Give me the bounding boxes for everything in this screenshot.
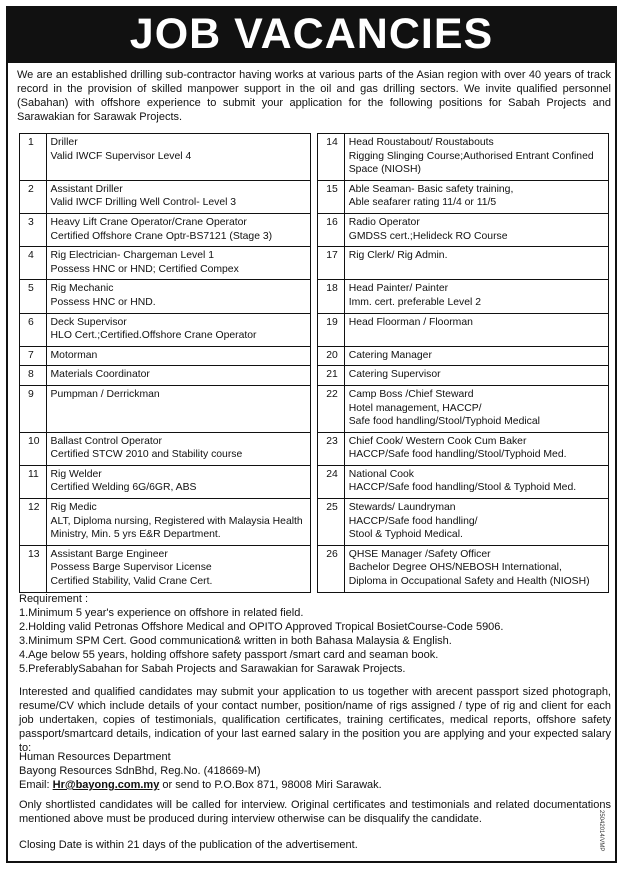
column-gap [310,385,317,432]
position-row [20,432,609,465]
position-qualification: HACCP/Safe food handling/Stool/Typhoid Med. [348,449,567,461]
position-details [344,134,608,181]
position-details [46,313,310,346]
position-details [344,346,608,366]
position-number: 12 [20,499,47,546]
position-number: 3 [20,213,47,246]
position-number: 9 [20,385,47,432]
position-title: Assistant Barge Engineer [50,548,168,560]
position-title: Ballast Control Operator [50,435,162,447]
position-row [20,346,609,366]
position-details [344,545,608,592]
requirements-section [19,592,611,676]
position-row [20,213,609,246]
position-number: 26 [318,545,345,592]
position-details [46,366,310,386]
position-title: Assistant Driller [50,183,123,195]
position-title: Rig Medic [50,502,97,514]
requirement-item: 3.Minimum SPM Cert. Good communication& written in both Bahasa Malaysia & English. [19,635,452,647]
position-number: 17 [318,247,345,280]
position-row [20,385,609,432]
position-details [46,545,310,592]
position-qualification: HLO Cert.;Certified.Offshore Crane Operator [50,330,257,342]
column-gap [310,499,317,546]
position-number: 22 [318,385,345,432]
position-qualification: Certified Offshore Crane Optr-BS7121 (Stage 3) [50,230,273,242]
email-link[interactable]: Hr@bayong.com.my [52,779,160,791]
hr-department: Human Resources Department [19,751,171,763]
column-gap [310,213,317,246]
requirement-item: 1.Minimum 5 year's experience on offshore in related field. [19,607,304,619]
position-title: Pumpman / Derrickman [50,388,160,400]
intro-paragraph: We are an established drilling sub-contractor having works at various parts of the Asian region with over 40 years of track record in the provision of skilled manpower support in the oil and gas drilling sectors. We invite qualified personnel (Sabahan) with offshore experience to submit your application for the following positions for Sabah Projects and Sarawakian for Sarawak Projects. [17,69,611,123]
position-row [20,247,609,280]
position-title: Motorman [50,349,98,361]
position-number: 11 [20,465,47,498]
position-details [344,499,608,546]
position-row [20,313,609,346]
position-details [46,432,310,465]
column-gap [310,432,317,465]
position-row [20,180,609,213]
position-number: 14 [318,134,345,181]
position-title: Rig Welder [50,468,102,480]
position-row [20,465,609,498]
position-number: 1 [20,134,47,181]
position-title: Catering Supervisor [348,369,441,381]
position-details [344,247,608,280]
position-title: Heavy Lift Crane Operator/Crane Operator [50,216,247,228]
position-number: 2 [20,180,47,213]
positions-table [19,133,609,593]
position-details [344,432,608,465]
position-qualification: Possess HNC or HND; Certified Compex [50,263,239,275]
position-details [344,280,608,313]
position-qualification: Certified Stability, Valid Crane Cert. [50,576,213,588]
position-row [20,134,609,181]
position-title: Head Floorman / Floorman [348,316,473,328]
position-number: 24 [318,465,345,498]
position-title: Rig Electrician- Chargeman Level 1 [50,250,214,262]
position-number: 18 [318,280,345,313]
position-title: Head Painter/ Painter [348,283,449,295]
position-qualification: GMDSS cert.;Helideck RO Course [348,230,508,242]
position-details [344,465,608,498]
position-title: Rig Mechanic [50,283,114,295]
position-row [20,366,609,386]
column-gap [310,280,317,313]
position-title: Head Roustabout/ Roustabouts [348,137,494,148]
position-details [344,366,608,386]
position-title: Deck Supervisor [50,316,127,328]
position-title: Driller [50,137,78,148]
position-details [46,465,310,498]
position-title: National Cook [348,468,415,480]
position-number: 6 [20,313,47,346]
position-number: 5 [20,280,47,313]
position-title: QHSE Manager /Safety Officer [348,548,491,560]
position-qualification: Possess Barge Supervisor License [50,562,212,574]
position-number: 8 [20,366,47,386]
position-number: 23 [318,432,345,465]
position-number: 20 [318,346,345,366]
position-qualification: Able seafarer rating 11/4 or 11/5 [348,197,497,209]
application-instructions: Interested and qualified candidates may submit your application to us together with arecent passport sized photograph, resume/CV which include details of your contact number, position/name of rigs assigned / type of rig and client for each job undertaken, copies of testimonials, qualification certificates, training certificates, medical reports, offshore safety passport/smartcard details, indication of your last earned salary in the position you are applying and your expected salary to: [19,686,611,754]
position-details [46,385,310,432]
position-qualification: Ministry, Min. 5 yrs E&R Department. [50,529,221,541]
position-details [344,313,608,346]
position-number: 10 [20,432,47,465]
column-gap [310,545,317,592]
column-gap [310,346,317,366]
column-gap [310,247,317,280]
position-number: 25 [318,499,345,546]
reference-code: 25042014/VMP [598,810,604,852]
position-title: Stewards/ Laundryman [348,502,456,514]
position-number: 4 [20,247,47,280]
position-qualification: Rigging Slinging Course;Authorised Entrant Confined [348,150,594,162]
position-qualification: Imm. cert. preferable Level 2 [348,296,481,308]
position-details [46,499,310,546]
requirement-item: 2.Holding valid Petronas Offshore Medical and OPITO Approved Tropical BosietCourse-Code 5906. [19,621,504,633]
company-name: Bayong Resources SdnBhd, Reg.No. (418669-M) [19,765,261,777]
position-qualification: HACCP/Safe food handling/ [348,515,478,527]
closing-date: Closing Date is within 21 days of the publication of the advertisement. [19,839,358,851]
column-gap [310,313,317,346]
position-qualification: Valid IWCF Drilling Well Control- Level 3 [50,197,237,209]
contact-section [19,750,611,792]
position-row [20,499,609,546]
postal-address: or send to P.O.Box 871, 98008 Miri Sarawak. [159,779,382,791]
email-label: Email: [19,779,53,791]
position-qualification: Possess HNC or HND. [50,296,156,308]
position-row [20,545,609,592]
email-line [19,778,611,792]
position-title: Camp Boss /Chief Steward [348,388,474,400]
position-qualification: Hotel management, HACCP/ [348,402,482,414]
position-number: 16 [318,213,345,246]
requirement-item: 4.Age below 55 years, holding offshore safety passport /smart card and seaman book. [19,649,439,661]
position-number: 21 [318,366,345,386]
position-title: Radio Operator [348,216,420,228]
position-details [344,213,608,246]
position-details [46,247,310,280]
position-qualification: Safe food handling/Stool/Typhoid Medical [348,416,540,428]
position-qualification: Valid IWCF Supervisor Level 4 [50,150,192,162]
position-number: 15 [318,180,345,213]
position-title: Rig Clerk/ Rig Admin. [348,250,448,262]
position-title: Catering Manager [348,349,432,361]
position-number: 19 [318,313,345,346]
position-qualification: Certified Welding 6G/6GR, ABS [50,482,197,494]
position-qualification: ALT, Diploma nursing, Registered with Malaysia Health [50,515,303,527]
position-details [46,180,310,213]
position-number: 7 [20,346,47,366]
position-number: 13 [20,545,47,592]
requirement-item: 5.PreferablySabahan for Sabah Projects and Sarawakian for Sarawak Projects. [19,663,406,675]
position-title: Materials Coordinator [50,369,150,381]
position-details [344,180,608,213]
requirements-heading: Requirement : [19,593,89,605]
position-title: Able Seaman- Basic safety training, [348,183,514,195]
column-gap [310,180,317,213]
column-gap [310,366,317,386]
position-qualification: Diploma in Occupational Safety and Health (NIOSH) [348,576,590,588]
position-qualification: Stool & Typhoid Medical. [348,529,463,541]
shortlist-notice: Only shortlisted candidates will be called for interview. Original certificates and testimonials and related documentations mentioned above must be produced during interview otherwise can be disqualify the candidate. [19,799,611,825]
position-details [46,134,310,181]
page-title: JOB VACANCIES [6,6,617,63]
position-qualification: HACCP/Safe food handling/Stool & Typhoid Med. [348,482,577,494]
column-gap [310,465,317,498]
position-details [46,346,310,366]
position-qualification: Space (NIOSH) [348,164,421,176]
position-details [46,213,310,246]
position-details [46,280,310,313]
position-qualification: Bachelor Degree OHS/NEBOSH International, [348,562,562,574]
position-title: Chief Cook/ Western Cook Cum Baker [348,435,527,447]
position-row [20,280,609,313]
position-details [344,385,608,432]
position-qualification: Certified STCW 2010 and Stability course [50,449,243,461]
column-gap [310,134,317,181]
